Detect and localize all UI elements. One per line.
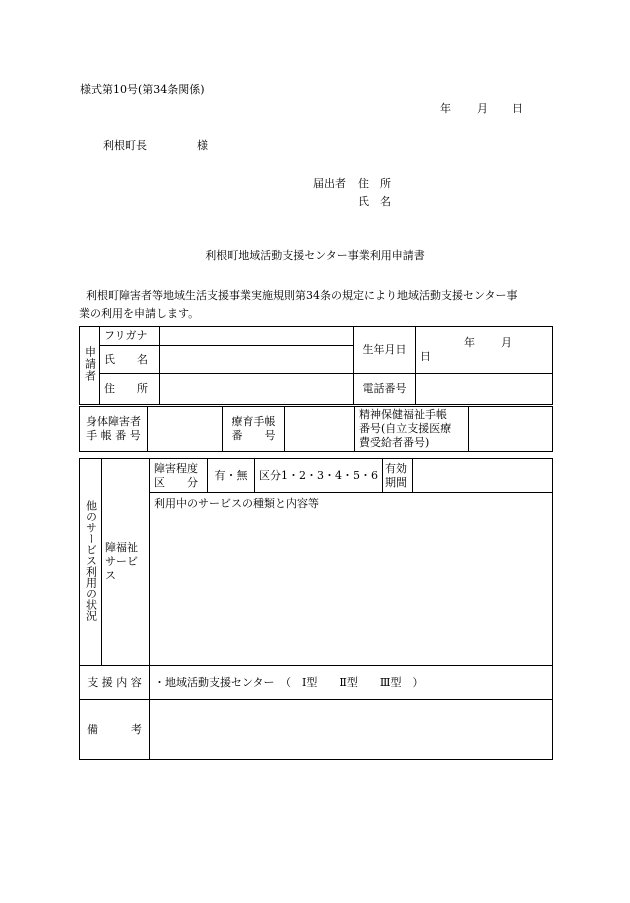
yes-no-option[interactable]: 有・無 (208, 459, 255, 493)
handbook-table (79, 406, 553, 452)
services-table (79, 458, 553, 760)
birth-day-label: 日 (420, 350, 431, 363)
name-field[interactable] (160, 346, 354, 374)
physical-handbook-field[interactable] (148, 407, 223, 452)
address-field[interactable] (160, 374, 354, 405)
document-title: 利根町地域活動支援センター事業利用申請書 (205, 249, 425, 262)
notifier-label: 届出者 (313, 177, 346, 190)
addressee-name: 利根町長 (103, 139, 147, 152)
disability-level-label: 障害程度 区 分 (150, 459, 208, 493)
support-content-field[interactable]: ・地域活動支援センター （ Ⅰ型 Ⅱ型 Ⅲ型 ） (150, 666, 553, 700)
validity-period-label: 有効 期間 (383, 459, 413, 493)
remarks-field[interactable] (150, 700, 553, 760)
name-label: 氏 名 (100, 346, 160, 374)
applicant-table (79, 326, 553, 405)
birthdate-field[interactable] (416, 327, 553, 374)
furigana-field[interactable] (160, 327, 354, 346)
notifier-address: 住 所 (358, 177, 391, 190)
services-in-use-field[interactable] (150, 493, 553, 666)
physical-handbook-label: 身体障害者 手 帳 番 号 (80, 407, 148, 452)
applicant-section-label: 申請者 (80, 327, 100, 405)
birth-year-label: 年 (464, 336, 475, 349)
address-label: 住 所 (100, 374, 160, 405)
validity-period-field[interactable] (413, 459, 553, 493)
date-month: 月 (477, 102, 488, 115)
mental-handbook-label: 精神保健福祉手帳 番号(自立支援医療 費受給者番号) (355, 407, 469, 452)
body-text-line2: 業の利用を申請します。 (79, 307, 200, 320)
support-content-label: 支 援 内 容 (80, 666, 150, 700)
phone-field[interactable] (416, 374, 553, 405)
date-day: 日 (512, 102, 523, 115)
remarks-label: 備 考 (80, 700, 150, 760)
body-text-line1: 利根町障害者等地域生活支援事業実施規則第34条の規定により地域活動支援センター事 (86, 289, 518, 302)
disability-service-label: 障福祉 サービス (102, 459, 150, 666)
ryoiku-handbook-field[interactable] (285, 407, 355, 452)
addressee-honorific: 様 (197, 139, 208, 152)
phone-label: 電話番号 (354, 374, 416, 405)
notifier-name: 氏 名 (358, 195, 391, 208)
ryoiku-handbook-label: 療育手帳 番 号 (223, 407, 285, 452)
date-year: 年 (440, 102, 451, 115)
form-number: 様式第10号(第34条関係) (80, 83, 205, 96)
category-option[interactable]: 区分1・2・3・4・5・6 (255, 459, 383, 493)
furigana-label: フリガナ (100, 327, 160, 346)
birthdate-label: 生年月日 (354, 327, 416, 374)
birth-month-label: 月 (501, 336, 512, 349)
services-in-use-label: 利用中のサービスの種類と内容等 (154, 497, 319, 510)
other-services-section-label: 他のサービス利用の状況 (80, 459, 102, 666)
mental-handbook-field[interactable] (469, 407, 553, 452)
